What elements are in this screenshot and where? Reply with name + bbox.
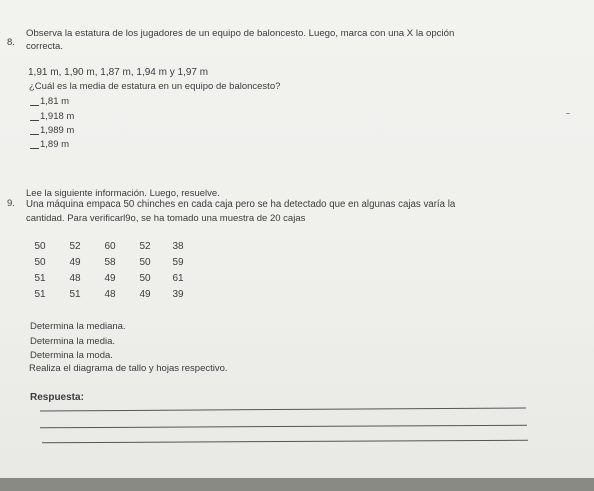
task-mode: Determina la moda. [30,350,113,361]
q8-intro-line1: Observa la estatura de los jugadores de un equipo de baloncesto. Luego, marca con una X la opción [26,28,455,39]
table-cell: 39 [172,289,184,300]
table-cell: 58 [104,257,116,268]
q8-option-blank[interactable] [30,105,39,106]
table-cell: 60 [104,241,116,252]
table-cell: 48 [69,273,81,284]
q8-data-values: 1,91 m, 1,90 m, 1,87 m, 1,94 m y 1,97 m [28,67,209,78]
table-cell: 51 [34,273,46,284]
q9-header: Lee la siguiente información. Luego, resuelve. [26,188,220,199]
task-mean: Determina la media. [30,336,116,347]
q9-text-line2: cantidad. Para verificarl9o, se ha tomado una muestra de 20 cajas [26,213,306,224]
q8-option-a: 1,81 m [40,96,70,107]
q8-option-blank[interactable] [30,148,39,149]
table-cell: 49 [139,289,151,300]
table-cell: 50 [139,257,151,268]
table-cell: 50 [34,241,46,252]
table-cell: 38 [172,241,184,252]
table-cell: 51 [69,289,81,300]
answer-line[interactable] [42,440,528,444]
table-cell: 52 [139,241,151,252]
q8-option-blank[interactable] [30,120,39,121]
q8-number: 8. [7,37,15,48]
task-stem-leaf: Realiza el diagrama de tallo y hojas respectivo. [29,363,228,374]
table-cell: 61 [172,273,184,284]
table-cell: 52 [69,241,81,252]
answer-label: Respuesta: [30,392,84,403]
table-cell: 50 [139,273,151,284]
table-cell: 51 [34,289,46,300]
q8-option-c: 1,989 m [40,125,75,136]
q8-option-blank[interactable] [30,134,39,135]
q8-question: ¿Cuál es la media de estatura en un equipo de baloncesto? [29,81,281,92]
q8-intro-line2: correcta. [26,41,63,52]
table-cell: 49 [69,257,81,268]
stray-pen-mark [566,113,570,114]
table-cell: 48 [104,289,116,300]
q9-number: 9. [7,198,15,209]
table-surface [0,478,594,491]
table-cell: 59 [172,257,184,268]
q8-option-d: 1,89 m [40,139,70,150]
answer-line[interactable] [40,408,526,412]
q9-text-line1: Una máquina empaca 50 chinches en cada caja pero se ha detectado que en algunas cajas varía la [26,199,456,210]
table-cell: 49 [104,273,116,284]
answer-line[interactable] [40,425,527,429]
table-cell: 50 [34,257,46,268]
task-median: Determina la mediana. [30,321,126,332]
q8-option-b: 1,918 m [40,111,75,122]
